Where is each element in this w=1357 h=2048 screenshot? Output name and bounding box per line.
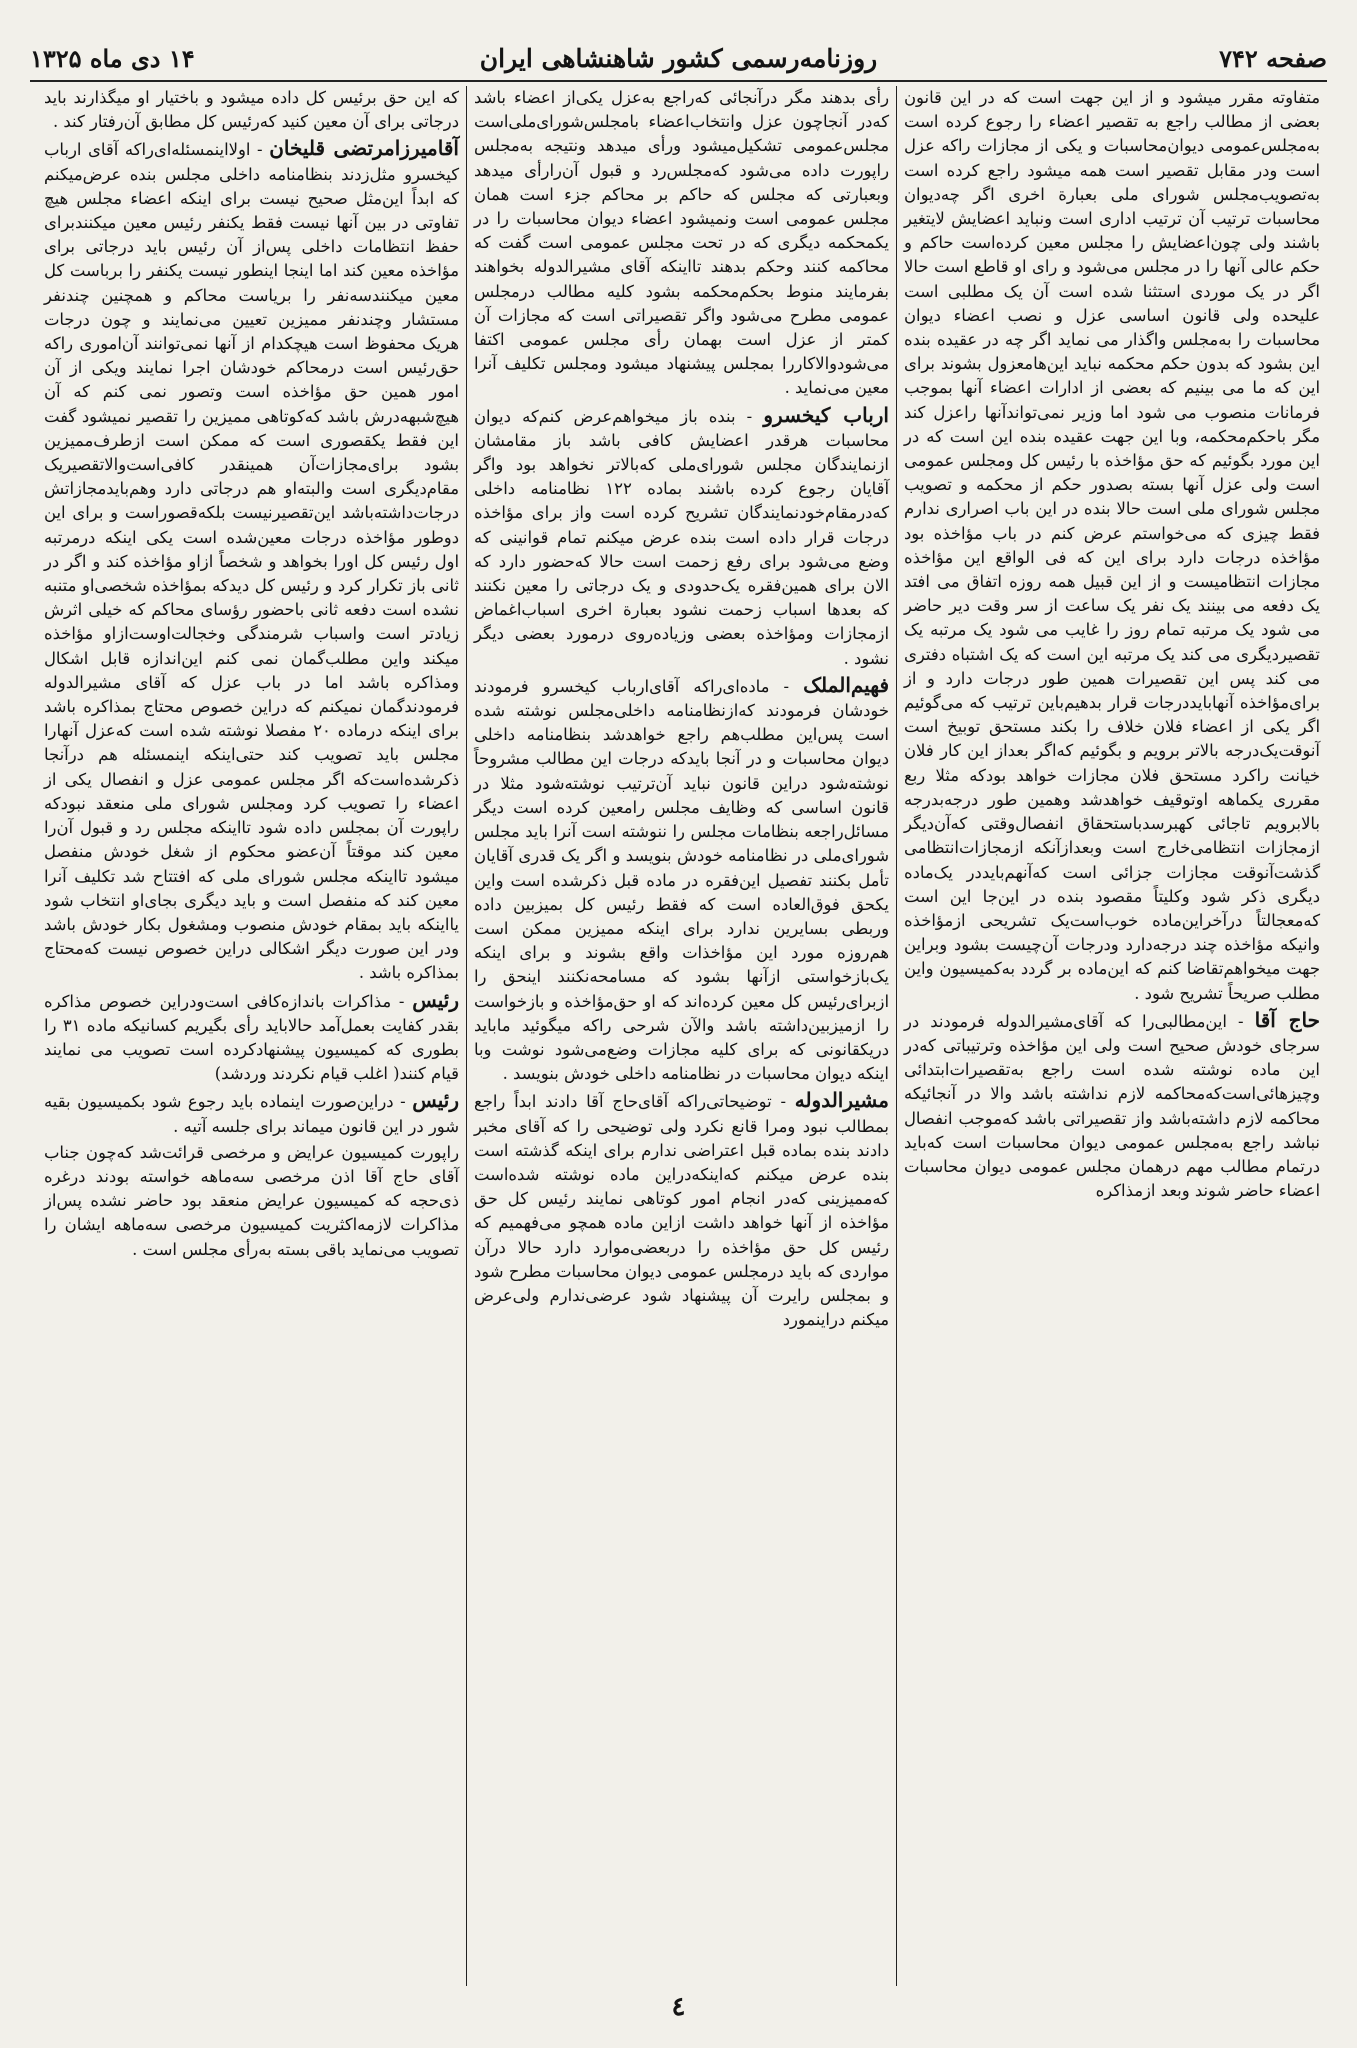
page-number: ٤ (671, 1992, 686, 2022)
speech-text: - اولا‌اینمسئله‌ای‌راکه آقای ارباب کیخسرو مثل‌زدند بنظامنامه داخلی مجلس بنده عرض‌میکنم که ابداً این‌مثل صحیح نیست برای اینکه اعضاء مجلس هیچ تفاوتی در بین آنها نیست فقط یکنفر رئیس معین میکنندبرای حفظ انتظامات داخلی پس‌از آن رئیس باید درجاتی برای مؤاخذه معین کند اما اینجا اینطور نیست یکنفر را برباست کل معین میکنندسه‌نفر را بریاست محاکم و همچنین چندنفر مستشار وچندنفر ممیزین تعیین می‌نمایند و چون درجات هریک محفوظ است هیچکدام از آنها نمی‌توانند آن‌اموری راکه حق‌رئیس است درمحاکم خودشان اجرا نمایند ویکی از آن امور همین حق مؤاخذه است وتصور نمی کنم که آن هیچ‌شبهه‌درش باشد که‌کوتاهی ممیزین را تقصیر نمیشود گفت این فقط یکقصوری است که ممکن است ازطرف‌ممیزین بشود برای‌مجازات‌آن همینقدر کافی‌است‌والاتقصیر‌یک مقام‌دیگری است والبته‌او هم درجاتی دارد وهم‌بایدمجازاتش درجات‌داشته‌باشد این‌تقصیرنیست بلکه‌قصوراست و برای این دوطور مؤاخذه درجات معین‌شده است یکی اینکه درمرتبه اول رئیس کل اورا بخواهد و شخصاً ازاو مؤاخذه کند و اگر در ثانی باز تکرار کرد و رئیس کل دیدکه بمؤاخذه شخصی‌او متنبه نشده است دفعه ثانی باحضور رؤسای محاکم که خیلی اثرش زیادتر است واسباب شرمندگی وخجالت‌اوست‌ازاو مؤاخذه میکند واین مطلب‌گمان نمی کنم این‌اندازه قابل اشکال ومذاکره باشد اما در باب عزل که آقای مشیرالدوله فرمودندگمان نمیکنم که دراین خصوص محتاج بمذاکره باشد برای اینکه درماده ۲۰ مفصلا نوشته شده است که‌عزل آنها‌را مجلس باید تصویب کند حتی‌اینکه اینمسئله هم درآنجا ذکرشده‌است‌که اگر مجلس عمومی عزل و انفصال یکی از اعضاء را تصویب کرد ومجلس شورای ملی منعقد نبودکه راپورت آن بمجلس داده شود تااینکه مجلس رد و قبول آن‌را معین کند موقتاً آن‌عضو محکوم از شغل خودش منفصل میشود تااینکه مجلس شورای ملی که افتتاح شد تکلیف آنرا معین کند که منفصل است و باید دیگری بجای‌او انتخاب شود یااینکه باید بمقام خودش منصوب ومشغول بکار خودش باشد ودر این صورت دیگر اشکالی دراین خصوص نیست که‌محتاج بمذاکره باشد . (44, 140, 459, 983)
speaker-name: ارباب کیخسرو (763, 402, 889, 427)
column-right (897, 86, 1327, 1986)
speaker-name: آقامیرزامرتضی قلیخان‌ (269, 136, 459, 161)
paragraph: راپورت کمیسیون عرایض و مرخصی قرائت‌شد که‌چون جناب آقای حاج آقا اذن مرخصی سه‌ماهه خواسته بودند درغره ذی‌حجه که کمیسیون عرایض منعقد بود حاضر نشده پس‌از مذاکرات لازمه‌اکثریت کمیسیون مرخصی سه‌ماهه ایشان را تصویب می‌نماید باقی بسته به‌رأی مجلس است . (44, 1142, 459, 1259)
paragraph (904, 1008, 1320, 1204)
paragraph (474, 1088, 889, 1332)
newspaper-name: روزنامه‌رسمی کشور شاهنشاهی ایران (479, 43, 878, 73)
paragraph (44, 988, 459, 1087)
speaker-name: مشیرالدوله (794, 1088, 889, 1113)
speaker-name: رئیس (412, 1088, 459, 1113)
column-middle (467, 86, 897, 1986)
speaker-name: حاج آقا (1254, 1007, 1320, 1032)
speech-text: - توضیحاتی‌راکه آقای‌حاج آقا دادند ابداً راجع بمطالب نبود ومرا قانع نکرد ولی توضیحی را که آقای مخبر دادند بنده بماده قبل اعتراضی ندارم برای اینکه گذشته است بنده عرض میکنم که‌اینکه‌دراین ماده نوشته شده‌است که‌ممیزینی که‌در انجام امور کوتاهی نمایند رئیس کل حق مؤاخذه از آنها خواهد داشت ازاین ماده همچو می‌فهمیم که رئیس کل حق مؤاخذه را دربعضی‌موارد دارد حالا درآن مواردی که باید درمجلس عمومی دیوان محاسبات مطرح شود و بمجلس رایرت آن پیشنهاد شود عرضی‌ندارم ولی‌عرض میکنم دراینمورد (474, 1092, 889, 1330)
speech-text: - دراین‌صورت اینماده باید رجوع شود بکمیسیون بقیه شور در این قانون میماند برای جلسه آتیه . (44, 1092, 459, 1136)
page-label: صفحه ۷۴۲ (1219, 43, 1327, 73)
column-left (37, 86, 467, 1986)
paragraph (44, 1088, 459, 1138)
speaker-name: فهیم‌الملک (803, 672, 889, 697)
paragraph: که این حق برئیس کل داده میشود و باختیار او میگذارند باید درجاتی برای آن معین کنید که‌رئیس کل مطابق آن‌رفتار کند . (44, 88, 459, 132)
paragraph: متفاوته مقرر میشود و از این جهت است که در این قانون بعضی از مطالب راجع به تقصیر اعضاء را رجوع کرده است به‌مجلس‌عمومی دیوان‌محاسبات و یکی از مجازات راکه عزل است ودر مقابل تقصیر است همه میشود راجع کرده است به‌تصویب‌مجلس شورای ملی بعبارة اخری اگر چه‌دیوان محاسبات ترتیب آن ترتیب اداری است ونباید اعضایش لایتغیر باشند ولی چون‌اعضایش را مجلس معین کرده‌است حاکم و حکم عالی آنها را در مجلس می‌شود و رای او قاطع است حالا اگر در یک موردی استثنا شده است آن یک مطلبی است علیحده ولی قانون اساسی عزل و نصب اعضاء دیوان محاسبات را به‌مجلس واگذار می نماید اگر چه در عقیده بنده این بشود که بدون حکم محکمه نباید این‌هامعزول بشوند برای این که ما می بینیم که بعضی از ادارات اعضاء آنها بموجب فرمانات منصوب می شود اما وزیر نمی‌تواندآنها راعزل کند مگر باحکم‌محکمه، وبا این جهت عقیده بنده این است که در این مورد بگوئیم که حق مؤاخذه با رئیس کل ومجلس عمومی است ولی عزل آنها بسته بصدور حکم از محکمه و تصویب مجلس شورای ملی است حالا بنده در این باب اصراری ندارم فقط چیزی که می‌خواستم عرض کنم در باب مؤاخذه بود مؤاخذه درجات دارد برای این که فی الواقع این مؤاخذه مجازات انتظامیست و از این قبیل همه روزه اتفاق می افتد یک دفعه می بینند یک نفر یک ساعت از سر وقت دیر حاضر می شود یک مرتبه تمام روز را غایب می شود یک مرتبه یک تقصیردیگری می کند یک مرتبه این است که یک اشتباه دفتری می کند پس این تقصیرات همین طور درجات دارد و از برای‌مؤاخذه آنهابایددرجات قرار بدهیم‌باین ترتیب که می‌گوئیم اگر یکی از اعضاء فلان خلاف را بکند مستحق توبیخ است آنوقت‌یک‌درجه بالاتر برویم و بگوئیم که‌اگر بعداز این کار فلان خیانت راکرد مستحق فلان مجازات خواهد بودکه مثلا ربع مقرری یکماهه اوتوقیف خواهدشد وهمین طور درجه‌بدرجه بالابرویم تاجائی کهبرسدباستحقاق انفصال‌وقتی که‌آن‌دیگر ازمجازات انتظامی‌خارج است وبعدازآنکه ازمجازات‌انتظامی گذشت‌آنوقت مجازات جزائی است که‌آنهم‌بایددر یک‌ماده دیگری ذکر شود وکلیتاً مقصود بنده در این‌جا این است که‌معجالتاً درآخراین‌ماده خوب‌است‌یک تشریحی ازمؤاخذه وانیکه مؤاخذه چند درجه‌دارد ودرجات آن‌چیست بشود وبراین جهت میخواهم‌تقاضا کنم که این‌ماده بر گردد به‌کمیسیون واین مطلب صریحاً تشریح شود . (904, 88, 1320, 1003)
paragraph (44, 136, 459, 985)
paragraph: رأی بدهند مگر درآنجائی که‌راجع به‌عزل یکی‌از اعضاء باشد که‌در آنجاچون عزل وانتخاب‌اعضاء بامجلس‌شورای‌ملی‌است مجلس‌عمومی تشکیل‌میشود ورأی میدهد ونتیجه به‌مجلس راپورت داده می‌شود که‌مجلس‌رد و قبول آن‌رارأی میدهد وبعبارتی که مجلس که حاکم بر محاکم جزء است همان مجلس عمومی است ونمیشود اعضاء دیوان محاسبات را در یکمحکمه دیگری که در تحت مجلس عمومی است گفت که محاکمه کنند وحکم بدهند تااینکه آقای مشیرالدوله بخواهند بفرمایند منوط بحکم‌محکمه بشود کلیه مطالب درمجلس عمومی مطرح می‌شود واگر تقصیراتی است که مجازات آن کمتر از عزل است بهمان رأی مجلس عمومی اکتفا می‌شودوالاکاررا بمجلس پیشنهاد میشود ومجلس تکلیف آنرا معین می‌نماید . (474, 88, 889, 398)
paragraph (474, 403, 889, 671)
speech-text: - بنده باز میخواهم‌عرض کنم‌که دیوان محاسبات هرقدر اعضایش کافی باشد باز مقامشان ازنمایندگان مجلس شورای‌ملی که‌بالاتر نخواهد بود واگر آقایان رجوع کرده باشند بماده ۱۲۲ نظامنامه داخلی که‌درمقام‌خودنمایندگان تشریح کرده است واز برای مؤاخذه درجات قرار داده است بنده عرض میکنم تمام قوانینی که وضع می‌شود برای رفع زحمت است حالا که‌حضور دارد که الان برای همین‌فقره یک‌حدودی و یک درجاتی را معین نکنند که بعدها اسباب زحمت نشود بعبارة اخری اسباب‌اغماض ازمجازات ومؤاخذه بعضی وزیاده‌روی درمورد بعضی دیگر نشود . (474, 406, 890, 668)
page-header (30, 36, 1327, 82)
paragraph (474, 673, 889, 1086)
text-columns (30, 86, 1327, 1986)
speaker-name: رئیس (412, 987, 459, 1012)
issue-date: ۱۴ دی ماه ۱۳۲۵ (30, 43, 195, 73)
speech-text: - مذاکرات باندازه‌کافی است‌ودراین خصوص مذاکره بقدر کفایت بعمل‌آمد حالا‌باید رأی بگیریم کسانیکه ماده ۳۱ را بطوری که کمیسیون پیشنهادکرده است تصویب می نمایند قیام کنند( اغلب قیام نکردند وردشد) (44, 991, 459, 1084)
speech-text: - ماده‌ای‌راکه آقای‌ارباب کیخسرو فرمودند خودشان فرمودند که‌ازنظامنامه داخلی‌مجلس نوشته شده است پس‌این مطلب‌هم راجع خواهدشد بنظامنامه داخلی دیوان محاسبات و در آنجا بایدکه درجات این مطالب مشروحاً نوشته‌شود دراین قانون نباید آن‌ترتیب نوشته‌شود مثلا در قانون اساسی که وظایف مجلس رامعین کرده است دیگر مسائل‌راجعه بنظامات مجلس را ننوشته است آنرا باید مجلس شورای‌ملی در نظامنامه خودش بنویسد و اگر یک قدری آقایان تأمل بکنند تفصیل این‌فقره در ماده قبل ذکرشده است واین یکحق فوق‌العاده است که فقط رئیس کل بمیزبین داده وربطی بسایرین ندارد برای اینکه ممیزین ممکن است هم‌روزه مورد این مؤاخذات واقع بشوند و برای اینکه یک‌بازخواستی ازآنها بشود که مسامحه‌نکنند اینحق را ازبرای‌رئیس کل معین کرده‌اند که او حق‌مؤاخذه و بازخواست را ازمیزبین‌داشته باشد والآن شرحی راکه میگوئید ماباید دریکقانونی که برای کلیه مجازات وضع‌می‌شود نوشت وبا اینکه دیوان محاسبات در نظامنامه داخلی خودش بنویسد . (474, 676, 889, 1084)
speech-text: - این‌مطالبی‌را که آقای‌مشیرالدوله فرمودند در سرجای خودش صحیح است ولی این مؤاخذه وترتیباتی که‌در این ماده نوشته شده است راجع به‌تقصیرات‌ابتدائی وچیزهائی‌است‌که‌محاکمه لازم نداشته باشد والا در آنجائیکه محاکمه لازم داشته‌باشد واز تقصیراتی باشد که‌موجب انفصال نباشد راجع به‌مجلس عمومی دیوان محاسبات است که‌باید درتمام مطالب مهم درهمان مجلس عمومی دیوان محاسبات اعضاء حاضر شوند وبعد ازمذاکره (904, 1011, 1320, 1201)
